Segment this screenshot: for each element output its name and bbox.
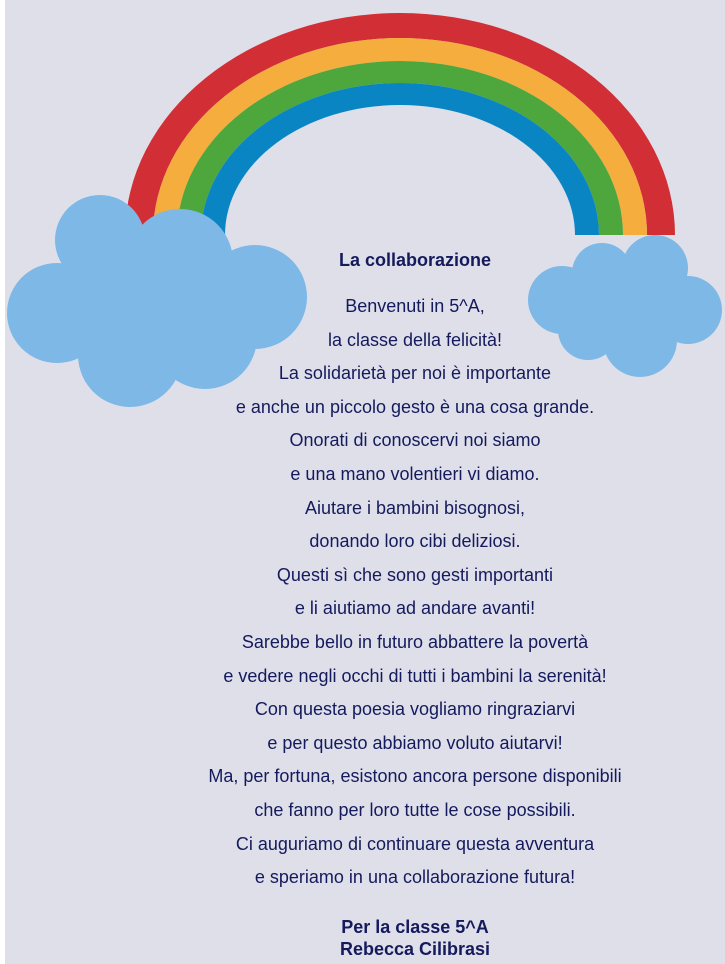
poem-title: La collaborazione (338, 250, 492, 270)
rainbow-icon (125, 13, 675, 235)
poem-line: donando loro cibi deliziosi. (309, 531, 521, 552)
signature (105, 916, 725, 960)
poem-line: e anche un piccolo gesto è una cosa grande. (235, 396, 595, 417)
poem-line: e vedere negli occhi di tutti i bambini la serenità! (223, 665, 607, 686)
poem-line: La solidarietà per noi è importante (278, 363, 552, 384)
poem-line: e una mano volentieri vi diamo. (290, 463, 540, 484)
poem-line: che fanno per loro tutte le cose possibili. (254, 799, 576, 820)
poem-line: Aiutare i bambini bisognosi, (304, 497, 526, 518)
poem-line: Questi sì che sono gesti importanti (276, 564, 554, 585)
signature-class: Per la classe 5^A (341, 917, 489, 937)
poem-line: Benvenuti in 5^A, (345, 296, 485, 316)
signature-author: Rebecca Cilibrasi (339, 939, 491, 959)
poem-line: Ci auguriamo di continuare questa avventura (235, 833, 595, 854)
poem-line: Ma, per fortuna, esistono ancora persone disponibili (208, 766, 622, 787)
poem-line: e li aiutiamo ad andare avanti! (294, 598, 536, 619)
poem-line: Onorati di conoscervi noi siamo (289, 430, 541, 451)
poem-line: Con questa poesia vogliamo ringraziarvi (254, 699, 576, 720)
poem-page (5, 0, 725, 964)
poem-line: e per questo abbiamo voluto aiutarvi! (267, 732, 563, 753)
poem-line: e speriamo in una collaborazione futura! (254, 867, 576, 888)
poem-line: Sarebbe bello in futuro abbattere la povertà (241, 631, 589, 652)
poem-line: la classe della felicità! (327, 329, 503, 350)
poem-body (105, 291, 725, 896)
